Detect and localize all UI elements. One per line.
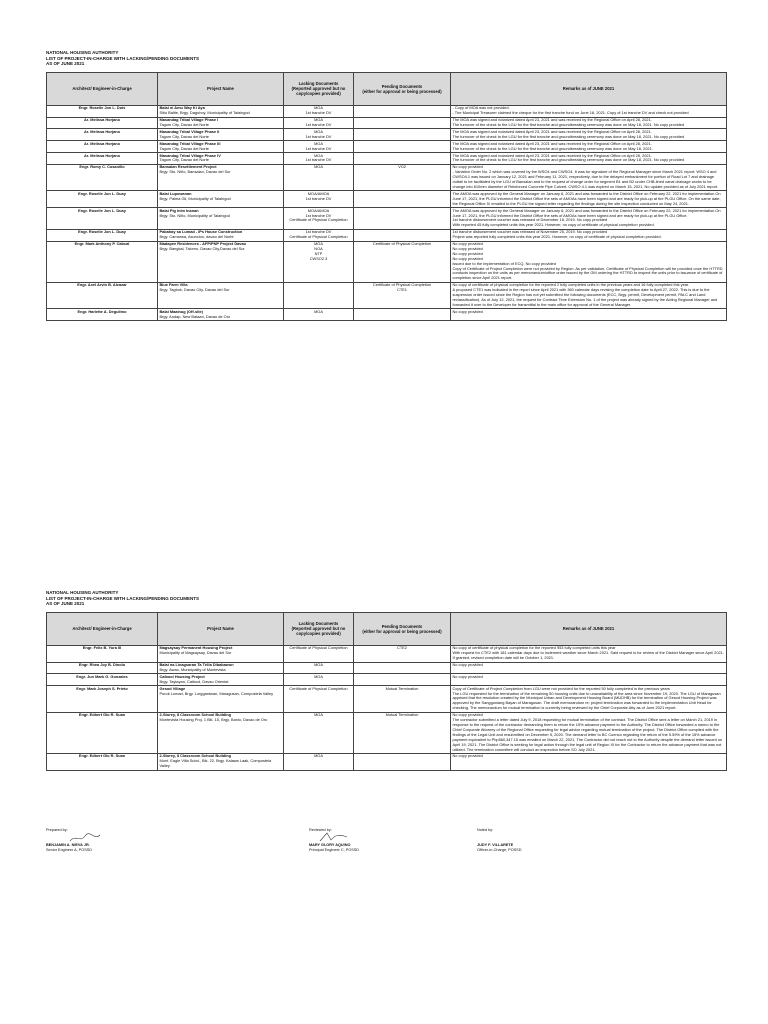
engineer-cell: Ar. Melissa Horjano: [47, 153, 158, 165]
prepared-name: BENJAMIN A. NIEVA JR.: [46, 842, 90, 847]
lacking-cell: MOA 1st tranche DV: [284, 117, 354, 129]
project-cell: [158, 153, 284, 165]
document-page-1: [46, 50, 726, 321]
noted-name: JUDY F. VILLARETE: [477, 842, 514, 847]
lacking-cell: MOA: [284, 164, 354, 191]
col-pending: [354, 612, 451, 645]
engineer-cell: Engr. Edbert Glo R. Suan: [47, 753, 158, 770]
engineer-cell: Engr. Roselle Jon L. Duay: [47, 208, 158, 230]
agency-name: NATIONAL HOUSING AUTHORITY: [46, 50, 119, 55]
table-row: [47, 282, 727, 309]
col-engineer: Architect/ Engineer-in-Charge: [47, 72, 158, 105]
col-lacking: [284, 612, 354, 645]
remarks-cell: The MOA was signed and notarized dated April 23, 2021 and was received by the Regional Office on April 28, 2021. The turnover of the check to the LGU for the first tranche and groundbreaking ceremony was done on May 18, 2021.: [451, 141, 727, 153]
pending-cell: [354, 674, 451, 686]
pending-cell: Certificate of Physical Completion: [354, 241, 451, 282]
lacking-cell: MOA 1st tranche DV: [284, 105, 354, 117]
project-cell: [158, 141, 284, 153]
table-row: [47, 208, 727, 230]
lacking-cell: 1st tranche DV Certificate of Physical Completion: [284, 229, 354, 241]
reviewed-title: Principal Engineer C, POSSD: [309, 847, 360, 852]
pending-cell: [354, 117, 451, 129]
col-lacking-title: Lacking Documents: [298, 80, 339, 86]
lacking-cell: MOA: [284, 662, 354, 674]
project-name: Balai ni Amu Way Ki Aya: [159, 105, 205, 111]
project-location: Montevista Housing Proj. 1 Blk. 15, Brgy. Banlo, Davao de Oro: [159, 717, 268, 723]
project-cell: [158, 117, 284, 129]
project-location: Tagum City, Davao del Norte: [159, 145, 209, 151]
table-row: [47, 241, 727, 282]
col-lacking-sub: (Reported approved but no copy/copies provided): [291, 626, 346, 637]
document-header: [46, 50, 726, 67]
project-location: Mont. Eagle Villa Subd., Blk. 22, Brgy. Kalawa Laak, Compostela Valley: [159, 758, 272, 769]
project-cell: [158, 229, 284, 241]
engineer-cell: Engr. Roselle Jon L. Duay: [47, 229, 158, 241]
projects-table-1: [46, 72, 727, 321]
pending-cell: [354, 753, 451, 770]
pending-cell: [354, 141, 451, 153]
table-row: [47, 712, 727, 753]
project-name: Masandag Tribal Village Phase IV: [159, 152, 221, 158]
table-row: [47, 117, 727, 129]
table-row: [47, 129, 727, 141]
project-cell: [158, 309, 284, 321]
lacking-cell: MOA: [284, 712, 354, 753]
col-engineer: Architect/ Engineer-in-Charge: [47, 612, 158, 645]
project-cell: [158, 241, 284, 282]
col-pending-sub: (either for approval or being processed): [362, 628, 442, 634]
remarks-cell: No copy provided The contractor submitted a letter dated July 9, 2018 requesting for mutual termination of the contract. The District Office sent a letter on March 21, 2019 in response to the request of the contractor demanding them to return the 15% advance payment to the Authority. The District Office forwarded a memo to the Chief Corporate Attorney of the Regional Office requesting for legal advice regarding mutual termination of the project. The District Office complied with the findings of the Legal Unit and resubmitted on December 5, 2020. The demand letter to BC Cuenco regarding the return of the 5.59% of the 15% advance payment equivalent to Php560,347.15 was emailed on March 22, 2021. The Contractor did not reach out to the Authority despite the demand letter issued on April 19, 2021. The District Office is seeking for legal action through the legal unit of Region XI for the Contractor to return the advance payment that was not utilized. The termination committee will conduct an inspection before SO July 2021.: [451, 712, 727, 753]
lacking-cell: MOA 1st tranche DV: [284, 153, 354, 165]
project-location: Tagum City, Davao del Norte: [159, 122, 209, 127]
project-name: Gesod Village: [159, 685, 186, 691]
lacking-cell: [284, 282, 354, 309]
table-row: [47, 191, 727, 208]
engineer-cell: Ar. Melissa Horjano: [47, 129, 158, 141]
reviewed-by: [309, 828, 359, 852]
project-name: 2-Storey, 8 Classroom School Building: [159, 712, 231, 718]
project-cell: [158, 674, 284, 686]
engineer-cell: Engr. Edbert Glo R. Suan: [47, 712, 158, 753]
table-row: [47, 309, 727, 321]
project-name: Blue Farm Villa: [159, 282, 188, 288]
project-cell: [158, 712, 284, 753]
lacking-cell: Certificate of Physical Completion: [284, 686, 354, 713]
project-name: Balai na Linagsaran Ta Trilia Dibabawon: [159, 662, 234, 667]
engineer-cell: Engr. Felix B. Yura III: [47, 645, 158, 662]
document-page-2: [46, 590, 726, 852]
table-row: [47, 164, 727, 191]
project-cell: [158, 753, 284, 770]
table-row: [47, 674, 727, 686]
document-date: AS OF JUNE 2021: [46, 601, 85, 607]
remarks-cell: The MOA was signed and notarized dated April 23, 2021 and was received by the Regional Office on April 28, 2021. The turnover of the check to the LGU for the first tranche and groundbreaking ceremony was done on May 18, 2021. No copy provided: [451, 117, 727, 129]
document-title: LIST OF PROJECT-IN-CHARGE WITH LACKING/PENDING DOCUMENTS: [46, 55, 199, 61]
project-location: Brgy. Awao, Municipality of Montevista: [159, 666, 226, 672]
pending-cell: [354, 208, 451, 230]
table-row: [47, 686, 727, 713]
remarks-cell: The AMOA was approved by the General Manager on January 6, 2021 and was forwarded to the District Office on February 22, 2021 for implementation.On June 17, 2021, the PLGU informed the District Office the sets of AMOAs have been signed and are ready for pick-up at the PLGU Office. 1st tranche disbursement voucher was released of December 16, 2019. No copy provided With reported 45 fully completed units this year 2021. However, no copy of certificate of physical completion provided.: [451, 208, 727, 230]
project-cell: [158, 282, 284, 309]
remarks-cell: 1st tranche disbursement voucher was released of November 25, 2019. No copy provided Project was reported fully completed units this year 2021. However, no copy of certificate of physical completion provided.: [451, 229, 727, 241]
project-cell: [158, 645, 284, 662]
prepared-label: Prepared by:: [46, 828, 68, 832]
reviewed-label: Reviewed by:: [309, 828, 332, 832]
table-row: [47, 141, 727, 153]
project-location: Brgy. Bangkal, Talomo, Davao City,Davao del Sur: [159, 245, 245, 251]
signature-scribble-icon: [317, 831, 351, 843]
engineer-cell: Engr. Mark Joseph S. Prieto: [47, 686, 158, 713]
col-remarks: Remarks as of JUNE 2021: [451, 612, 727, 645]
remarks-cell: - Copy of MOA was not provided. - The Municipal Treasurer claimed the cheque for the first tranche fund on June 18, 2021. Copy of 1st tranche DV and check not provided: [451, 105, 727, 117]
document-title: LIST OF PROJECT-IN-CHARGE WITH LACKING/PENDING DOCUMENTS: [46, 595, 199, 601]
project-cell: [158, 208, 284, 230]
lacking-cell: MOA/AMOA 1st tranche DV Certificate of Physical Completion: [284, 208, 354, 230]
project-cell: [158, 662, 284, 674]
lacking-cell: MOA: [284, 309, 354, 321]
engineer-cell: Ar. Melissa Horjano: [47, 117, 158, 129]
project-location: Brgy. Palma Gil, Municipality of Talaingod: [159, 195, 231, 201]
project-cell: [158, 164, 284, 191]
remarks-cell: No copy provided - Variation Order No. 2 which was covered by the WSO4 and CWSO4. It was for signature of the Regional Manager since March 2021 report. WSO 4 and CWSO4.1 was issued on January 12, 2021 and February 11, 2021, respectively, due to the delayed embankment for portion of Road Lot 7 and drainage outfall to be facilitated by the LGU of Bansalan and to the request of change order for segment B1 and B2 under CHB-lined canal drainage works to be change into 610mm diameter of Reinforced Concrete Pipe Culvert. CWSO 4.1 was expired on March 15, 2021. No update provided as of July 2021 report.: [451, 164, 727, 191]
project-location: Tagum City, Davao del Norte: [159, 133, 209, 139]
remarks-cell: No copy provided: [451, 753, 727, 770]
table-row: [47, 662, 727, 674]
project-location: Brgy. Andap, New Bataan, Davao de Oro: [159, 313, 231, 319]
engineer-cell: Engr. Mark Anthony P. Cabcal: [47, 241, 158, 282]
lacking-cell: MOA 1st tranche DV: [284, 129, 354, 141]
project-name: Magsaysay Permanent Housing Project: [159, 645, 233, 651]
pending-cell: VO2: [354, 164, 451, 191]
project-location: Tagum City, Davao del Norte: [159, 157, 209, 163]
project-name: Balai Maainug (Off-site): [159, 308, 203, 314]
lacking-cell: MOA NOA NTP CWSO2.3: [284, 241, 354, 282]
remarks-cell: No copy provided No copy provided No copy provided No copy provided issued due to the implementation of ECQ. No copy provided Copy of Certificate of Project Completion were not provided by Region. As per validation, Certificate of Physical Completion will be provided once the HTTRD conducts inspection on the units as per memorandum/office order issued by the GM ordering the HTTRD to inspect the units prior to issuance of certificate of completion since April 2021 report.: [451, 241, 727, 282]
col-pending-title: Pending Documents: [381, 623, 423, 629]
project-location: Municipality of Magsaysay, Davao del Sur: [159, 650, 232, 656]
project-location: Brgy. Sto. Niño, Municipality of Talaingod: [159, 212, 230, 218]
pending-cell: [354, 153, 451, 165]
engineer-cell: Engr. Roselle Jon L. Duis: [47, 105, 158, 117]
engineer-cell: Engr. Roselle Jon L. Duay: [47, 191, 158, 208]
table-row: [47, 753, 727, 770]
remarks-cell: No copy provided: [451, 674, 727, 686]
project-location: Brgy. Camansa, Asuncion, davao del Norte: [159, 234, 234, 240]
pending-cell: Certificate of Physical Completion CTE1: [354, 282, 451, 309]
project-name: Masandag Tribal Village Phase II: [159, 128, 220, 134]
table-row: [47, 153, 727, 165]
project-location: Brgy. Tagbok, Davao City, Davao del Sur: [159, 287, 230, 293]
col-project: Project Name: [158, 72, 284, 105]
lacking-cell: MOA 1st tranche DV: [284, 141, 354, 153]
remarks-cell: No copy of certificate of physical completion for the reported 2 fully completed units in the previous years and 16 fully completed this year. A proposed CTE1 was indicated in the report since April 2021 with 360 calendar days revising the completion date to April 27, 2022. This is due to the suspension order issued since the Region has not yet submitted the following documents (ECC, Brgy. permit, Development permit, PALC and Land reclassification). As of July 12, 2021, the request for Contract Time Extension No. 1 of the project was already signed by the Acting Regional Manager and forwarded it over to the Developer for transmittal to the main office for approval of the General Manager.: [451, 282, 727, 309]
reviewed-name: MARY GLORY AQUINO: [309, 842, 351, 847]
project-cell: [158, 105, 284, 117]
lacking-cell: Certificate of Physical Completion: [284, 645, 354, 662]
lacking-cell: MOA: [284, 674, 354, 686]
engineer-cell: Engr. Romy C. Cosanillo: [47, 164, 158, 191]
pending-cell: [354, 229, 451, 241]
engineer-cell: Engr. Axel Arvin B. Alcazar: [47, 282, 158, 309]
remarks-cell: The MOA was signed and notarized dated April 23, 2021 and was received by the Regional Office on April 28, 2021. The turnover of the check to the LGU for the first tranche and groundbreaking ceremony was done on May 18, 2021. No copy provided: [451, 153, 727, 165]
project-cell: [158, 686, 284, 713]
noted-title: Officer-in-Charge, POSSD: [477, 847, 522, 852]
project-cell: [158, 129, 284, 141]
project-name: 2-Storey, 8 Classroom School Building: [159, 753, 231, 759]
table-row: [47, 645, 727, 662]
col-pending: [354, 72, 451, 105]
prepared-by: [46, 828, 92, 852]
col-project: Project Name: [158, 612, 284, 645]
table-row: [47, 229, 727, 241]
engineer-cell: Engr. Jun Mark G. Gonzales: [47, 674, 158, 686]
col-pending-sub: (either for approval or being processed): [362, 88, 442, 94]
document-date: AS OF JUNE 2021: [46, 61, 85, 67]
table-row: [47, 105, 727, 117]
project-name: Masandag Tribal Village Phase III: [159, 140, 221, 146]
agency-name: NATIONAL HOUSING AUTHORITY: [46, 590, 119, 595]
project-name: Pabahay sa Lumad - IPs House Construction: [159, 229, 243, 235]
signature-scribble-icon: [68, 832, 102, 844]
engineer-cell: Engr. Rhea Joy B. Dinolo: [47, 662, 158, 674]
col-pending-title: Pending Documents: [381, 83, 423, 89]
engineer-cell: Engr. Hariette A. Deguilmo: [47, 309, 158, 321]
lacking-cell: MOA/AMOA 1st tranche DV: [284, 191, 354, 208]
project-name: Madapee Residences - AFP/PNP Project Davao: [159, 241, 246, 247]
project-name: Masandag Tribal Village Phase I: [159, 117, 219, 123]
pending-cell: [354, 309, 451, 321]
pending-cell: [354, 129, 451, 141]
project-name: Balai Pig Inim Inanan: [159, 207, 199, 213]
col-lacking-sub: (Reported approved but no copy/copies provided): [291, 86, 346, 97]
pending-cell: [354, 105, 451, 117]
remarks-cell: No copy provided: [451, 662, 727, 674]
noted-label: Noted by:: [477, 828, 494, 832]
noted-by: [477, 828, 521, 852]
engineer-cell: Ar. Melissa Horjano: [47, 141, 158, 153]
col-lacking-title: Lacking Documents: [298, 620, 339, 626]
remarks-cell: No copy provided: [451, 309, 727, 321]
project-location: Sitio Balite, Brgy. Dagohoy, Municipality of Talaingod: [159, 110, 250, 116]
remarks-cell: Copy of Certificate of Project Completion from LGU were not provided for the reported 50 fully completed in the previous years The LGU requested for the termination of the remaining 50 housing units due to unavailability of the area since November 19, 2020. The LGU of Maragusan apprised that the resolution created by the Municipal Urban and Development Housing Board (MUDHB) for the termination of Gesod Housing Project was approved by the Sangguniang Bayan of Maragusan. The draft memorandum re: project termination was forwarded to the Implementation Unit Head for checking. The memorandum for mutual termination is currently being reviewed by the Chief Corporate Atty as of June 2021 report.: [451, 686, 727, 713]
pending-cell: CTE2: [354, 645, 451, 662]
pending-cell: Mutual Termination: [354, 686, 451, 713]
project-name: Caibool Housing Project: [159, 673, 205, 679]
project-location: Brgy. Sto. Niño, Bansalan, Davao del Sur: [159, 169, 231, 175]
remarks-cell: The AMOA was approved by the General Manager on January 6, 2021 and was forwarded to the District Office on February 22, 2021 for implementation.On June 17, 2021, the PLGU informed the District Office the sets of AMOAs have been signed and are ready for pick-up at the PLGU Office. On the same date, the Regional Office IV emailed to the PLGU the signed letter regarding the findings during the site inspection conducted on May 24, 2021.: [451, 191, 727, 208]
pending-cell: Mutual Termination: [354, 712, 451, 753]
project-name: Bansalan Resettlement Project: [159, 164, 217, 170]
remarks-cell: The MOA was signed and notarized dated April 23, 2021 and was received by the Regional Office on April 28, 2021. The turnover of the check to the LGU for the first tranche and groundbreaking ceremony was done on May 18, 2021. No copy provided: [451, 129, 727, 141]
project-location: Purok Lumad, Brgy. Lorggantwan, Maragusan, Compostela Valley: [159, 690, 274, 696]
pending-cell: [354, 662, 451, 674]
projects-table-2: [46, 612, 727, 771]
project-name: Balai Lupowanan: [159, 190, 192, 196]
pending-cell: [354, 191, 451, 208]
col-lacking: [284, 72, 354, 105]
remarks-cell: No copy of certificate of physical completion for the reported 953 fully completed units this year With request for CTE2 with 181 calendar days due to inclement weather since March 2021. Said request is for review of the District Manager since April 2021. If granted, revised completion date will be October 1, 2021.: [451, 645, 727, 662]
col-remarks: Remarks as of JUNE 2021: [451, 72, 727, 105]
prepared-title: Senior Engineer A, POSSD: [46, 847, 93, 852]
project-location: Brgy. Taytayan, Caibool, Davao Oriental: [159, 678, 229, 684]
document-header: [46, 590, 726, 607]
lacking-cell: MOA: [284, 753, 354, 770]
project-cell: [158, 191, 284, 208]
